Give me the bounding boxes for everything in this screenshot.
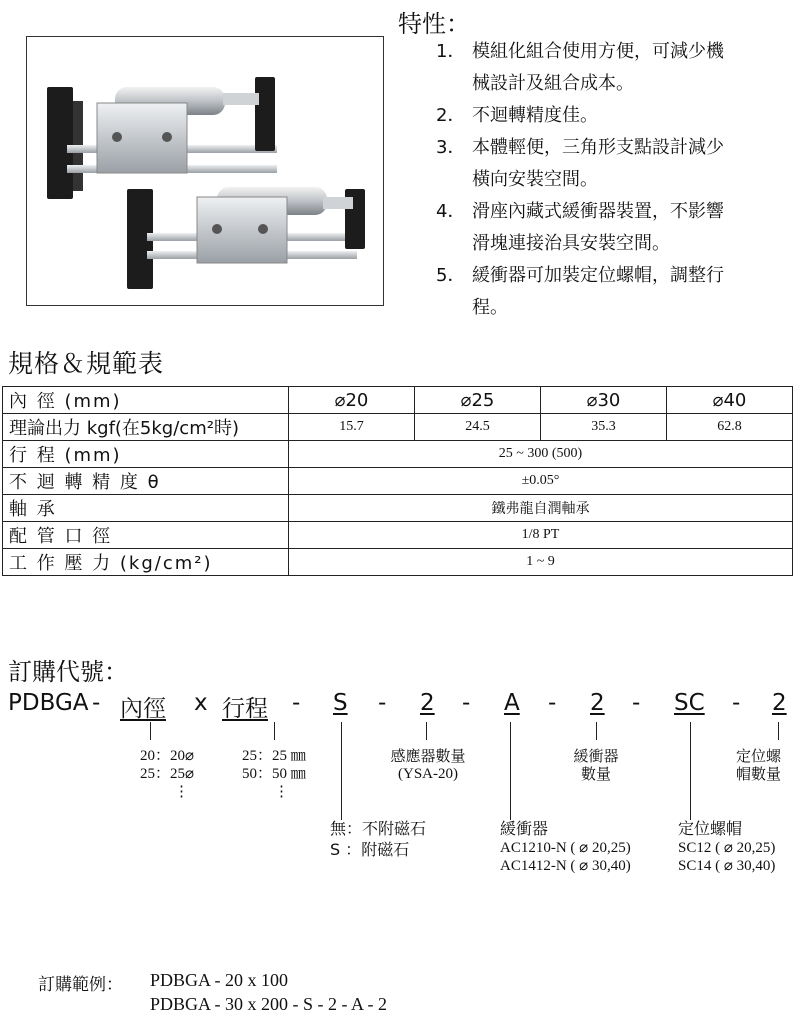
spec-value: 1/8 PT <box>289 522 793 549</box>
features-title: 特性： <box>398 10 470 38</box>
connector-line <box>341 722 342 820</box>
feature-number: 3． <box>436 137 466 158</box>
code-dash: - <box>548 690 557 716</box>
feature-text: 本體輕便，三角形支點設計減少 <box>472 137 724 158</box>
code-stroke: 行程 <box>222 696 268 722</box>
order-title: 訂購代號： <box>8 658 128 686</box>
spec-row <box>3 495 793 522</box>
cushion-note: 緩衝器 AC1210-N ( ⌀ 20,25) AC1412-N ( ⌀ 30,40) <box>500 819 631 874</box>
code-dash: - <box>632 690 641 716</box>
bore-cell: ⌀25 <box>415 387 541 414</box>
example-line: PDBGA - 30 x 200 - S - 2 - A - 2 <box>150 994 388 1014</box>
feature-number: 5． <box>436 265 466 286</box>
feature-text: 不迴轉精度佳。 <box>472 105 598 126</box>
spec-label: 工 作 壓 力 (kg/cm²) <box>3 549 289 576</box>
bore-cell: ⌀40 <box>667 387 793 414</box>
spec-title: 規格＆規範表 <box>8 349 165 378</box>
force-label: 理論出力 kgf(在5kg/cm²時) <box>3 414 289 441</box>
spec-label: 行 程 (mm) <box>3 441 289 468</box>
stroke-options: 25：25 ㎜ 50：50 ㎜ ⋮ <box>242 748 306 800</box>
connector-line <box>150 722 151 740</box>
feature-text: 械設計及組合成本。 <box>472 73 634 94</box>
feature-text: 程。 <box>472 297 508 318</box>
force-cell: 15.7 <box>289 414 415 441</box>
spec-row <box>3 441 793 468</box>
spec-row <box>3 522 793 549</box>
feature-text: 模組化組合使用方便，可減少機 <box>472 41 724 62</box>
spec-row <box>3 549 793 576</box>
code-nut-qty: 2 <box>772 690 787 716</box>
spec-value: 1 ~ 9 <box>289 549 793 576</box>
code-sensor-qty: 2 <box>420 690 435 716</box>
spec-row-bore <box>3 387 793 414</box>
example-label: 訂購範例： <box>38 975 123 995</box>
feature-number: 2． <box>436 105 466 126</box>
sensor-qty-note: 感應器數量 (YSA-20) <box>390 747 466 782</box>
bore-cell: ⌀30 <box>541 387 667 414</box>
spec-value: 25 ~ 300 (500) <box>289 441 793 468</box>
spec-row-force <box>3 414 793 441</box>
lower-cylinder-unit <box>127 187 365 289</box>
connector-line <box>690 722 691 820</box>
code-dash: - <box>378 690 387 716</box>
code-dash: - <box>92 690 101 716</box>
code-cushion: A <box>504 690 520 716</box>
spec-label: 軸 承 <box>3 495 289 522</box>
force-cell: 62.8 <box>667 414 793 441</box>
connector-line <box>426 722 427 740</box>
code-prefix: PDBGA <box>8 690 89 716</box>
spec-value: ±0.05° <box>289 468 793 495</box>
force-cell: 35.3 <box>541 414 667 441</box>
features-list <box>436 36 796 316</box>
code-x: x <box>194 690 208 716</box>
code-dash: - <box>462 690 471 716</box>
connector-line <box>274 722 275 740</box>
code-nut: SC <box>674 690 705 716</box>
nut-note: 定位螺帽 SC12 ( ⌀ 20,25) SC14 ( ⌀ 30,40) <box>678 819 776 874</box>
magnet-note: 無：不附磁石 S ：附磁石 <box>330 819 427 859</box>
code-dash: - <box>292 690 301 716</box>
feature-text: 橫向安裝空間。 <box>472 169 598 190</box>
connector-line <box>778 722 779 740</box>
feature-number: 4． <box>436 201 466 222</box>
connector-line <box>596 722 597 740</box>
code-dash: - <box>732 690 741 716</box>
spec-label: 不 迴 轉 精 度 θ <box>3 468 289 495</box>
force-cell: 24.5 <box>415 414 541 441</box>
spec-label: 配 管 口 徑 <box>3 522 289 549</box>
feature-text: 滑座內藏式緩衝器裝置，不影響 <box>472 201 724 222</box>
bore-options: 20：20⌀ 25：25⌀ ⋮ <box>140 748 195 800</box>
bore-cell: ⌀20 <box>289 387 415 414</box>
feature-number: 1． <box>436 41 466 62</box>
code-magnet: S <box>333 690 348 716</box>
connector-line <box>510 722 511 820</box>
spec-table <box>2 386 793 576</box>
feature-text: 緩衝器可加裝定位螺帽，調整行 <box>472 265 724 286</box>
product-photo <box>26 36 384 306</box>
feature-text: 滑塊連接治具安裝空間。 <box>472 233 670 254</box>
nut-qty-note: 定位螺 帽數量 <box>736 747 782 783</box>
cushion-qty-note: 緩衝器 數量 <box>573 747 619 783</box>
spec-row <box>3 468 793 495</box>
spec-value: 鐵弗龍自潤軸承 <box>289 495 793 522</box>
code-bore: 內徑 <box>120 696 166 722</box>
example-line: PDBGA - 20 x 100 <box>150 970 289 990</box>
bore-label: 內 徑 (mm) <box>3 387 289 414</box>
upper-cylinder-unit <box>47 77 277 199</box>
code-cushion-qty: 2 <box>590 690 605 716</box>
slide-cylinder-illustration <box>27 37 383 305</box>
